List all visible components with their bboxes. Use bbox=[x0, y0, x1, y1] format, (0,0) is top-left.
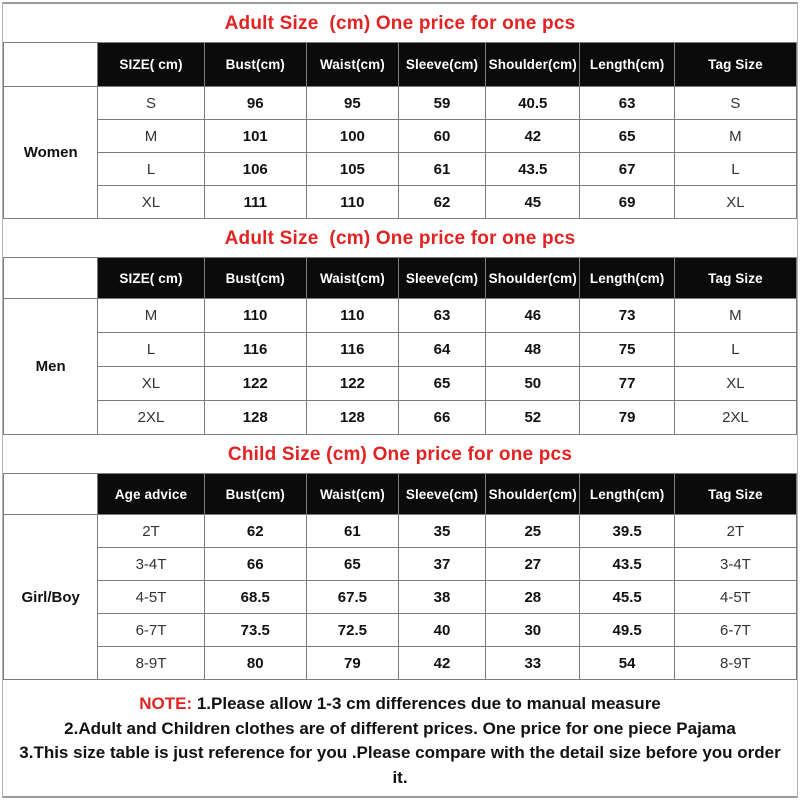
column-header: Shoulder(cm) bbox=[486, 43, 580, 87]
data-cell: 110 bbox=[306, 186, 398, 219]
data-cell: 116 bbox=[204, 333, 306, 367]
data-cell: 62 bbox=[204, 515, 306, 548]
data-cell: 105 bbox=[306, 153, 398, 186]
note-line-2: 2.Adult and Children clothes are of different prices. One price for one piece Pajama bbox=[64, 718, 736, 738]
child-section-title: Child Size (cm) One price for one pcs bbox=[227, 444, 573, 465]
women-size-table bbox=[3, 42, 797, 219]
data-cell: 110 bbox=[204, 299, 306, 333]
age-cell: 4-5T bbox=[98, 581, 204, 614]
data-cell: 30 bbox=[486, 614, 580, 647]
column-header: Length(cm) bbox=[580, 43, 674, 87]
column-header: Waist(cm) bbox=[306, 474, 398, 515]
corner-cell bbox=[4, 43, 98, 87]
size-cell: XL bbox=[98, 367, 204, 401]
data-cell: 43.5 bbox=[580, 548, 674, 581]
group-label: Women bbox=[4, 87, 98, 219]
data-cell: 65 bbox=[398, 367, 485, 401]
column-header: Shoulder(cm) bbox=[486, 258, 580, 299]
table-row bbox=[4, 581, 797, 614]
data-cell: 52 bbox=[486, 401, 580, 435]
data-cell: 43.5 bbox=[486, 153, 580, 186]
group-label: Girl/Boy bbox=[4, 515, 98, 680]
data-cell: 128 bbox=[306, 401, 398, 435]
table-header-row bbox=[4, 474, 797, 515]
data-cell: 45.5 bbox=[580, 581, 674, 614]
table-row bbox=[4, 153, 797, 186]
column-header: Sleeve(cm) bbox=[398, 43, 485, 87]
table-row bbox=[4, 647, 797, 680]
age-cell: 6-7T bbox=[98, 614, 204, 647]
data-cell: 79 bbox=[580, 401, 674, 435]
column-header: SIZE( cm) bbox=[98, 258, 204, 299]
tag-size-cell: M bbox=[674, 299, 796, 333]
tag-size-cell: 2T bbox=[674, 515, 796, 548]
data-cell: 72.5 bbox=[306, 614, 398, 647]
tag-size-cell: 8-9T bbox=[674, 647, 796, 680]
tag-size-cell: L bbox=[674, 153, 796, 186]
data-cell: 27 bbox=[486, 548, 580, 581]
data-cell: 79 bbox=[306, 647, 398, 680]
tag-size-cell: 6-7T bbox=[674, 614, 796, 647]
size-cell: XL bbox=[98, 186, 204, 219]
column-header: Tag Size bbox=[674, 258, 796, 299]
data-cell: 54 bbox=[580, 647, 674, 680]
column-header: Tag Size bbox=[674, 43, 796, 87]
column-header: SIZE( cm) bbox=[98, 43, 204, 87]
data-cell: 122 bbox=[306, 367, 398, 401]
table-row bbox=[4, 333, 797, 367]
group-label: Men bbox=[4, 299, 98, 435]
data-cell: 40.5 bbox=[486, 87, 580, 120]
data-cell: 59 bbox=[398, 87, 485, 120]
data-cell: 65 bbox=[306, 548, 398, 581]
tag-size-cell: 4-5T bbox=[674, 581, 796, 614]
age-cell: 3-4T bbox=[98, 548, 204, 581]
corner-cell bbox=[4, 474, 98, 515]
table-row bbox=[4, 614, 797, 647]
data-cell: 77 bbox=[580, 367, 674, 401]
data-cell: 28 bbox=[486, 581, 580, 614]
size-cell: S bbox=[98, 87, 204, 120]
table-header-row bbox=[4, 258, 797, 299]
adult-men-section-title: Adult Size (cm) One price for one pcs bbox=[224, 228, 576, 249]
data-cell: 95 bbox=[306, 87, 398, 120]
data-cell: 69 bbox=[580, 186, 674, 219]
tag-size-cell: XL bbox=[674, 186, 796, 219]
data-cell: 110 bbox=[306, 299, 398, 333]
data-cell: 73 bbox=[580, 299, 674, 333]
note-line-3: 3.This size table is just reference for you .Please compare with the detail size before you order it. bbox=[19, 743, 791, 787]
column-header: Shoulder(cm) bbox=[486, 474, 580, 515]
size-cell: L bbox=[98, 333, 204, 367]
data-cell: 96 bbox=[204, 87, 306, 120]
size-cell: L bbox=[98, 153, 204, 186]
data-cell: 62 bbox=[398, 186, 485, 219]
table-row bbox=[4, 299, 797, 333]
size-cell: M bbox=[98, 299, 204, 333]
age-cell: 2T bbox=[98, 515, 204, 548]
data-cell: 39.5 bbox=[580, 515, 674, 548]
data-cell: 60 bbox=[398, 120, 485, 153]
tag-size-cell: M bbox=[674, 120, 796, 153]
men-size-table bbox=[3, 257, 797, 435]
table-row bbox=[4, 186, 797, 219]
column-header: Sleeve(cm) bbox=[398, 258, 485, 299]
column-header: Length(cm) bbox=[580, 258, 674, 299]
data-cell: 65 bbox=[580, 120, 674, 153]
note-line bbox=[9, 692, 791, 717]
table-row bbox=[4, 548, 797, 581]
data-cell: 73.5 bbox=[204, 614, 306, 647]
data-cell: 63 bbox=[580, 87, 674, 120]
data-cell: 61 bbox=[398, 153, 485, 186]
column-header: Bust(cm) bbox=[204, 474, 306, 515]
adult-women-section-title: Adult Size (cm) One price for one pcs bbox=[224, 13, 576, 34]
child-size-table bbox=[3, 473, 797, 680]
data-cell: 40 bbox=[398, 614, 485, 647]
data-cell: 50 bbox=[486, 367, 580, 401]
table-header-row bbox=[4, 43, 797, 87]
data-cell: 111 bbox=[204, 186, 306, 219]
table-row bbox=[4, 515, 797, 548]
data-cell: 37 bbox=[398, 548, 485, 581]
data-cell: 122 bbox=[204, 367, 306, 401]
data-cell: 66 bbox=[204, 548, 306, 581]
data-cell: 66 bbox=[398, 401, 485, 435]
data-cell: 68.5 bbox=[204, 581, 306, 614]
table-row bbox=[4, 120, 797, 153]
column-header: Bust(cm) bbox=[204, 258, 306, 299]
size-cell: M bbox=[98, 120, 204, 153]
table-row bbox=[4, 401, 797, 435]
tag-size-cell: XL bbox=[674, 367, 796, 401]
column-header: Length(cm) bbox=[580, 474, 674, 515]
data-cell: 49.5 bbox=[580, 614, 674, 647]
tag-size-cell: 2XL bbox=[674, 401, 796, 435]
table-row bbox=[4, 87, 797, 120]
data-cell: 64 bbox=[398, 333, 485, 367]
column-header: Sleeve(cm) bbox=[398, 474, 485, 515]
note-block bbox=[9, 692, 791, 791]
column-header: Waist(cm) bbox=[306, 43, 398, 87]
column-header: Waist(cm) bbox=[306, 258, 398, 299]
data-cell: 33 bbox=[486, 647, 580, 680]
data-cell: 100 bbox=[306, 120, 398, 153]
column-header: Tag Size bbox=[674, 474, 796, 515]
data-cell: 128 bbox=[204, 401, 306, 435]
data-cell: 46 bbox=[486, 299, 580, 333]
data-cell: 38 bbox=[398, 581, 485, 614]
data-cell: 42 bbox=[486, 120, 580, 153]
size-chart-sheet bbox=[2, 2, 798, 798]
age-cell: 8-9T bbox=[98, 647, 204, 680]
tag-size-cell: 3-4T bbox=[674, 548, 796, 581]
data-cell: 67 bbox=[580, 153, 674, 186]
data-cell: 42 bbox=[398, 647, 485, 680]
corner-cell bbox=[4, 258, 98, 299]
data-cell: 80 bbox=[204, 647, 306, 680]
column-header: Bust(cm) bbox=[204, 43, 306, 87]
table-row bbox=[4, 367, 797, 401]
note-line-1: 1.Please allow 1-3 cm differences due to manual measure bbox=[196, 694, 661, 713]
data-cell: 67.5 bbox=[306, 581, 398, 614]
data-cell: 101 bbox=[204, 120, 306, 153]
data-cell: 63 bbox=[398, 299, 485, 333]
tag-size-cell: L bbox=[674, 333, 796, 367]
data-cell: 35 bbox=[398, 515, 485, 548]
data-cell: 61 bbox=[306, 515, 398, 548]
data-cell: 48 bbox=[486, 333, 580, 367]
data-cell: 75 bbox=[580, 333, 674, 367]
data-cell: 106 bbox=[204, 153, 306, 186]
note-label: NOTE: bbox=[139, 694, 193, 713]
data-cell: 45 bbox=[486, 186, 580, 219]
tag-size-cell: S bbox=[674, 87, 796, 120]
size-cell: 2XL bbox=[98, 401, 204, 435]
column-header: Age advice bbox=[98, 474, 204, 515]
data-cell: 25 bbox=[486, 515, 580, 548]
data-cell: 116 bbox=[306, 333, 398, 367]
